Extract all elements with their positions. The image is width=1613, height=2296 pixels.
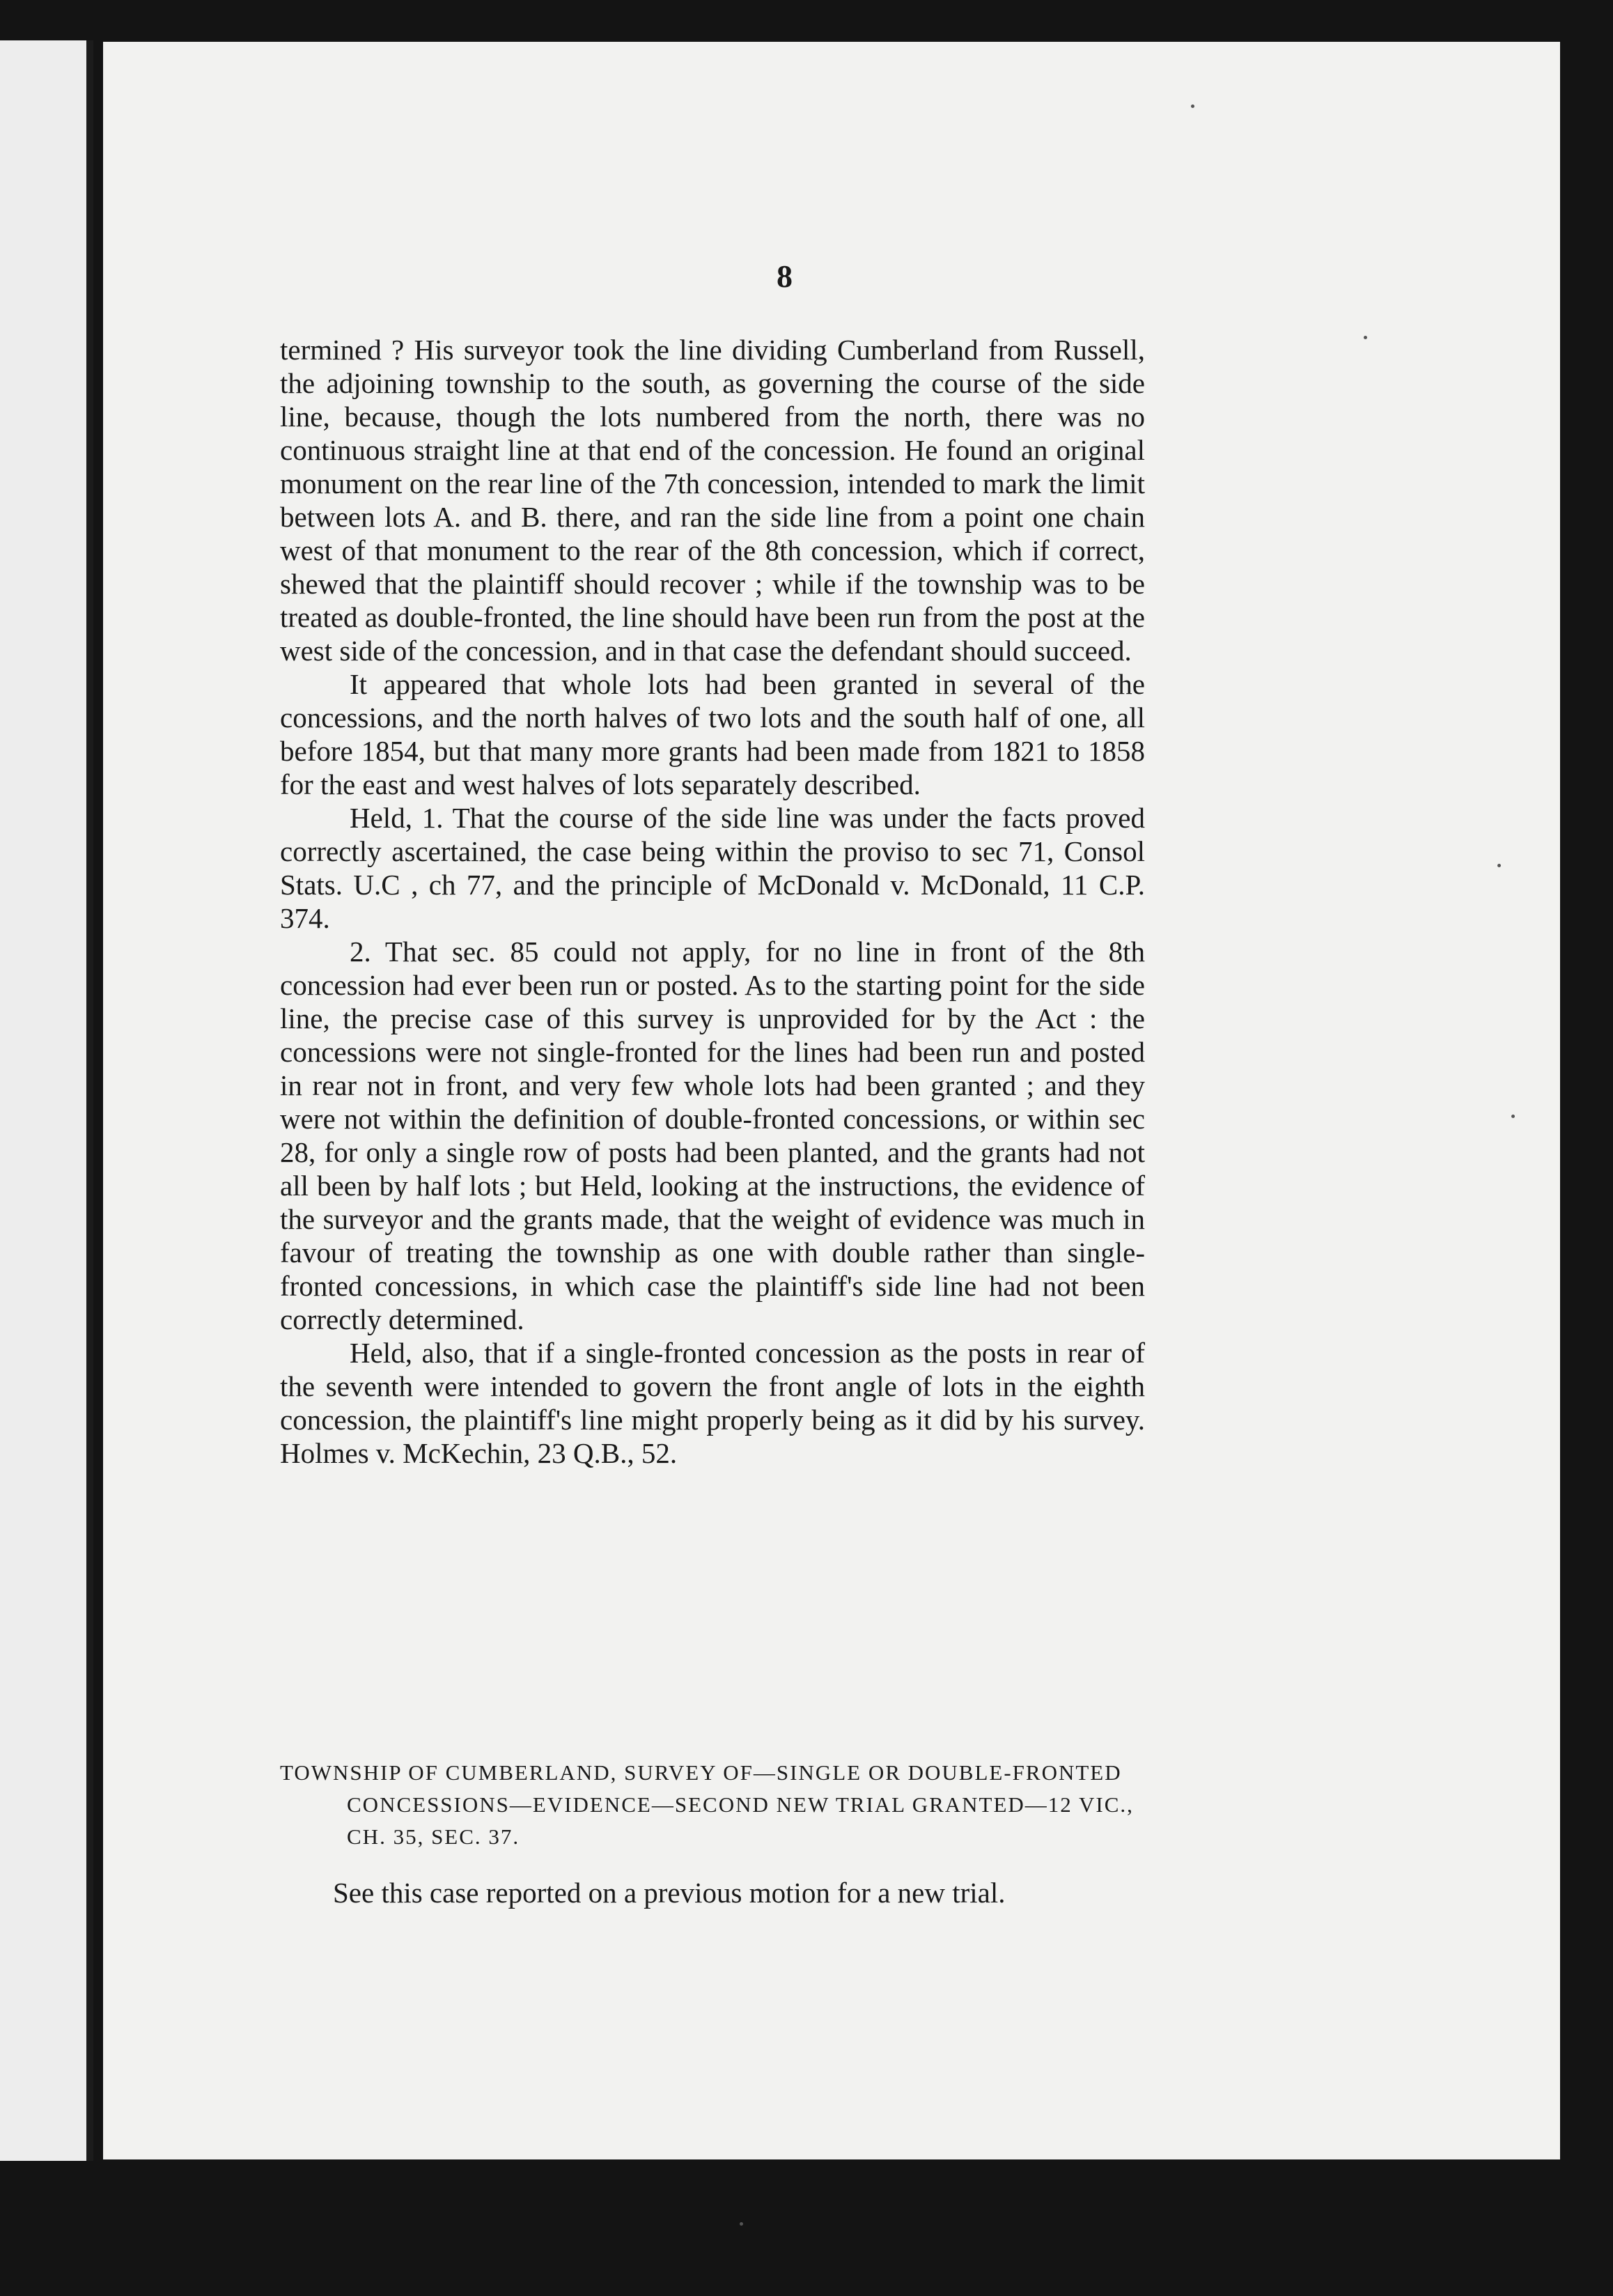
closing-paragraph: See this case reported on a previous motion for a new trial.	[333, 1877, 1006, 1909]
paragraph-continuation: termined ? His surveyor took the line dividing Cumberland from Russell, the adjoining township to the south, as governing the course of the side line, because, though the lots numbered from the north, there was no continuous straight line at that end of the concession. He found an original monument on the rear line of the 7th concession, intended to mark the limit between lots A. and B. there, and ran the side line from a point one chain west of that monument to the rear of the 8th concession, which if correct, shewed that the plaintiff should recover ; while if the township was to be treated as double-fronted, the line should have been run from the post at the west side of the concession, and in that case the defendant should succeed.	[280, 334, 1145, 667]
adjacent-page-edge	[0, 40, 92, 2161]
paragraph-held-1: Held, 1. That the course of the side line was under the facts proved correctly ascertained, the case being within the proviso to sec 71, Consol Stats. U.C , ch 77, and the principle of McDonald v. McDonald, 11 C.P. 374.	[280, 802, 1145, 934]
scan-speck	[1511, 1115, 1515, 1118]
page-number: 8	[777, 258, 793, 294]
scan-speck	[1497, 864, 1501, 867]
body-text	[280, 333, 1145, 1470]
scan-speck	[740, 2222, 743, 2226]
paragraph-held-also: Held, also, that if a single-fronted concession as the posts in rear of the seventh were intended to govern the front angle of lots in the eighth concession, the plaintiff's line might properly being as it did by his survey. Holmes v. McKechin, 23 Q.B., 52.	[280, 1337, 1145, 1469]
paragraph-facts: It appeared that whole lots had been granted in several of the concessions, and the north halves of two lots and the south half of one, all before 1854, but that many more grants had been made from 1821 to 1858 for the east and west halves of lots separately described.	[280, 668, 1145, 800]
paragraph-held-2: 2. That sec. 85 could not apply, for no line in front of the 8th concession had ever been run or posted. As to the starting point for the side line, the precise case of this survey is unprovided for by the Act : the concessions were not single-fronted for the lines had been run and posted in rear not in front, and very few whole lots had been granted ; and they were not within the definition of double-fronted concessions, or within sec 28, for only a single row of posts had been planted, and the grants had not all been by half lots ; but Held, looking at the instructions, the evidence of the surveyor and the grants made, that the weight of evidence was much in favour of treating the township as one with double rather than single-fronted concessions, in which case the plaintiff's side line had not been correctly determined.	[280, 936, 1145, 1335]
binding-shadow	[86, 40, 93, 2161]
case-heading: TOWNSHIP OF CUMBERLAND, SURVEY OF—SINGLE OR DOUBLE-FRONTED CONCESSIONS—EVIDENCE—SECOND NEW TRIAL GRANTED—12 VIC., CH. 35, SEC. 37.	[280, 1760, 1134, 1849]
scan-speck	[1191, 104, 1194, 108]
scan-speck	[1364, 336, 1367, 339]
